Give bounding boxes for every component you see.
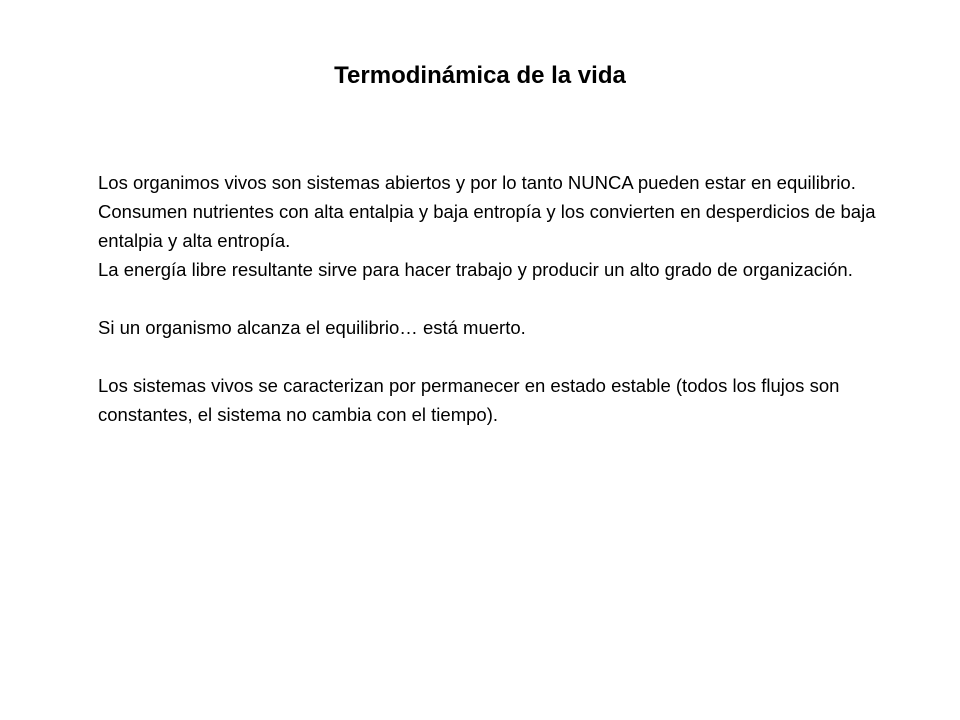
slide-title: Termodinámica de la vida [334,62,626,89]
paragraph-open-systems: Los organimos vivos son sistemas abiertos y por lo tanto NUNCA pueden estar en equilibrio. [98,172,856,193]
slide-body [98,168,888,429]
paragraph-spacer [98,284,888,313]
paragraph-equilibrium: Si un organismo alcanza el equilibrio… está muerto. [98,317,526,338]
paragraph-spacer [98,342,888,371]
paragraph-nutrients: Consumen nutrientes con alta entalpia y baja entropía y los convierten en desperdicios de baja entalpia y alta entropía. [98,201,876,251]
paragraph-steady-state: Los sistemas vivos se caracterizan por permanecer en estado estable (todos los flujos son constantes, el sistema no cambia con el tiempo). [98,375,840,425]
paragraph-free-energy: La energía libre resultante sirve para hacer trabajo y producir un alto grado de organización. [98,259,853,280]
